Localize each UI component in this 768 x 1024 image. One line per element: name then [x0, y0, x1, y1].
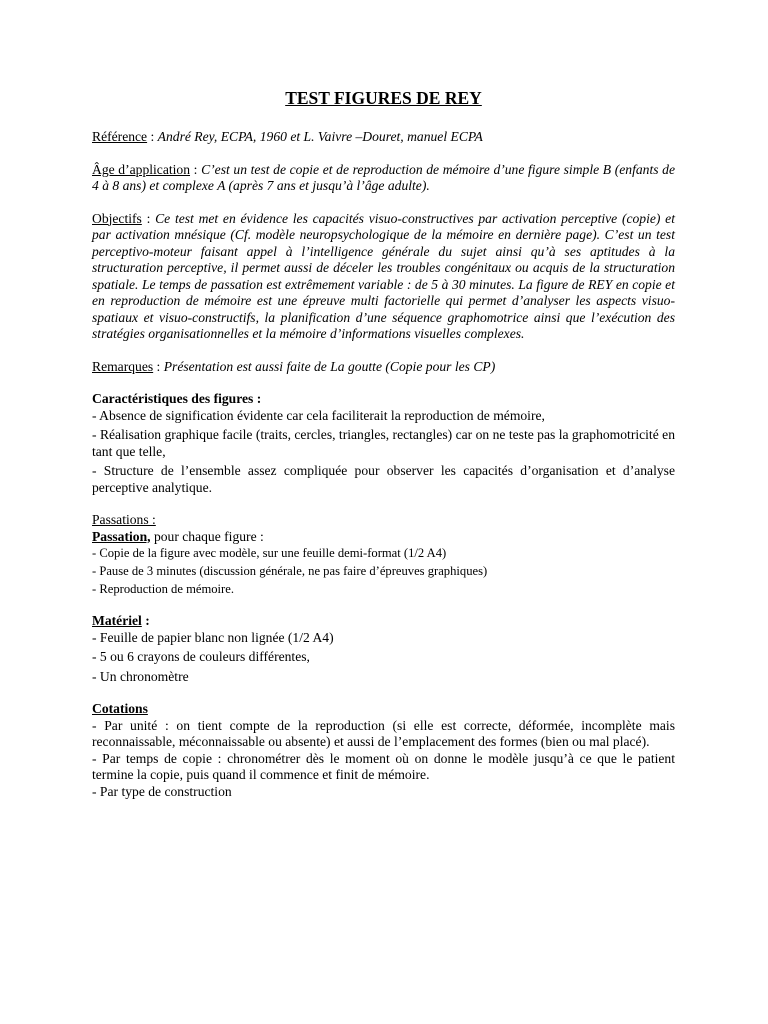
objectifs-text: Ce test met en évidence les capacités visuo-constructives par activation perceptive (copie) et par activation mnésique (Cf. modèle neuropsychologique de la mémoire en dernière page). C’est un test perceptivo-moteur faisant appel à l’intelligence générale du sujet ainsi qu’à ses aptitudes à la structuration perceptive, il permet aussi de déceler les troubles congénitaux ou acquis de la structuration spatiale. Le temps de passation est extrêmement variable : de 5 à 30 minutes. La figure de REY en copie et en reproduction de mémoire est une épreuve multi factorielle qui permet d’analyser les aspects visuo-spatiaux et visuo-constructifs, la planification d’une séquence graphomotrice ainsi que l’exécution des stratégies organisationnelles et la mémoire d’informations visuelles complexes. — [92, 210, 675, 341]
caracteristiques-item: - Absence de signification évidente car cela faciliterait la reproduction de mémoire, — [92, 407, 545, 423]
cotations-item: - Par temps de copie : chronométrer dès le moment où on donne le modèle jusqu’à ce que le patient termine la copie, puis quand il commence et finit de mémoire. — [92, 750, 675, 782]
age-paragraph — [92, 162, 675, 195]
reference-sep: : — [147, 129, 158, 144]
passation-text: pour chaque figure : — [150, 528, 264, 544]
age-label: Âge d’application — [92, 161, 191, 177]
passations-heading: Passations : — [92, 512, 156, 527]
passation-item: - Copie de la figure avec modèle, sur une feuille demi-format (1/2 A4) — [92, 546, 447, 560]
materiel-sep: : — [141, 613, 150, 628]
age-text: C’est un test de copie et de reproduction de mémoire d’une figure simple B (enfants de 4 à 8 ans) et complexe A (après 7 ans et jusqu’à l’âge adulte). — [92, 161, 675, 193]
materiel-item: - Un chronomètre — [92, 668, 189, 684]
document-body — [92, 88, 675, 800]
materiel-item: - 5 ou 6 crayons de couleurs différentes, — [92, 649, 310, 664]
caracteristiques-item: - Réalisation graphique facile (traits, cercles, triangles, rectangles) car on ne teste pas la graphomotricité en tant que telle, — [92, 427, 675, 459]
caracteristiques-item: - Structure de l’ensemble assez compliquée pour observer les capacités d’organisation et d’analyse perceptive analytique. — [92, 463, 675, 495]
objectifs-paragraph — [92, 211, 675, 343]
document-title: TEST FIGURES DE REY — [285, 88, 482, 108]
cotations-item: - Par type de construction — [92, 783, 232, 799]
remarques-sep: : — [153, 358, 164, 374]
age-sep: : — [190, 161, 202, 177]
passation-item: - Reproduction de mémoire. — [92, 582, 234, 596]
cotations-item: - Par unité : on tient compte de la reproduction (si elle est correcte, déformée, incomplète mais reconnaissable, méconnaissable ou absente) et aussi de l’emplacement des formes (bien ou mal placé). — [92, 717, 675, 749]
passation-item: - Pause de 3 minutes (discussion générale, ne pas faire d’épreuves graphiques) — [92, 564, 488, 578]
reference-paragraph — [92, 129, 675, 146]
materiel-item: - Feuille de papier blanc non lignée (1/2 A4) — [92, 629, 334, 645]
materiel-label: Matériel — [92, 613, 142, 628]
materiel-heading — [92, 613, 675, 630]
remarques-text: Présentation est aussi faite de La goutte (Copie pour les CP) — [163, 358, 496, 374]
remarques-paragraph — [92, 359, 675, 376]
passation-label: Passation, — [92, 528, 151, 544]
objectifs-label: Objectifs — [92, 210, 142, 226]
caracteristiques-heading: Caractéristiques des figures : — [92, 391, 262, 406]
remarques-label: Remarques — [92, 358, 154, 374]
passation-subheading — [92, 529, 675, 546]
reference-label: Référence — [92, 129, 148, 144]
reference-text: André Rey, ECPA, 1960 et L. Vaivre –Douret, manuel ECPA — [157, 129, 483, 144]
objectifs-sep: : — [141, 210, 156, 226]
cotations-heading: Cotations — [92, 701, 148, 716]
